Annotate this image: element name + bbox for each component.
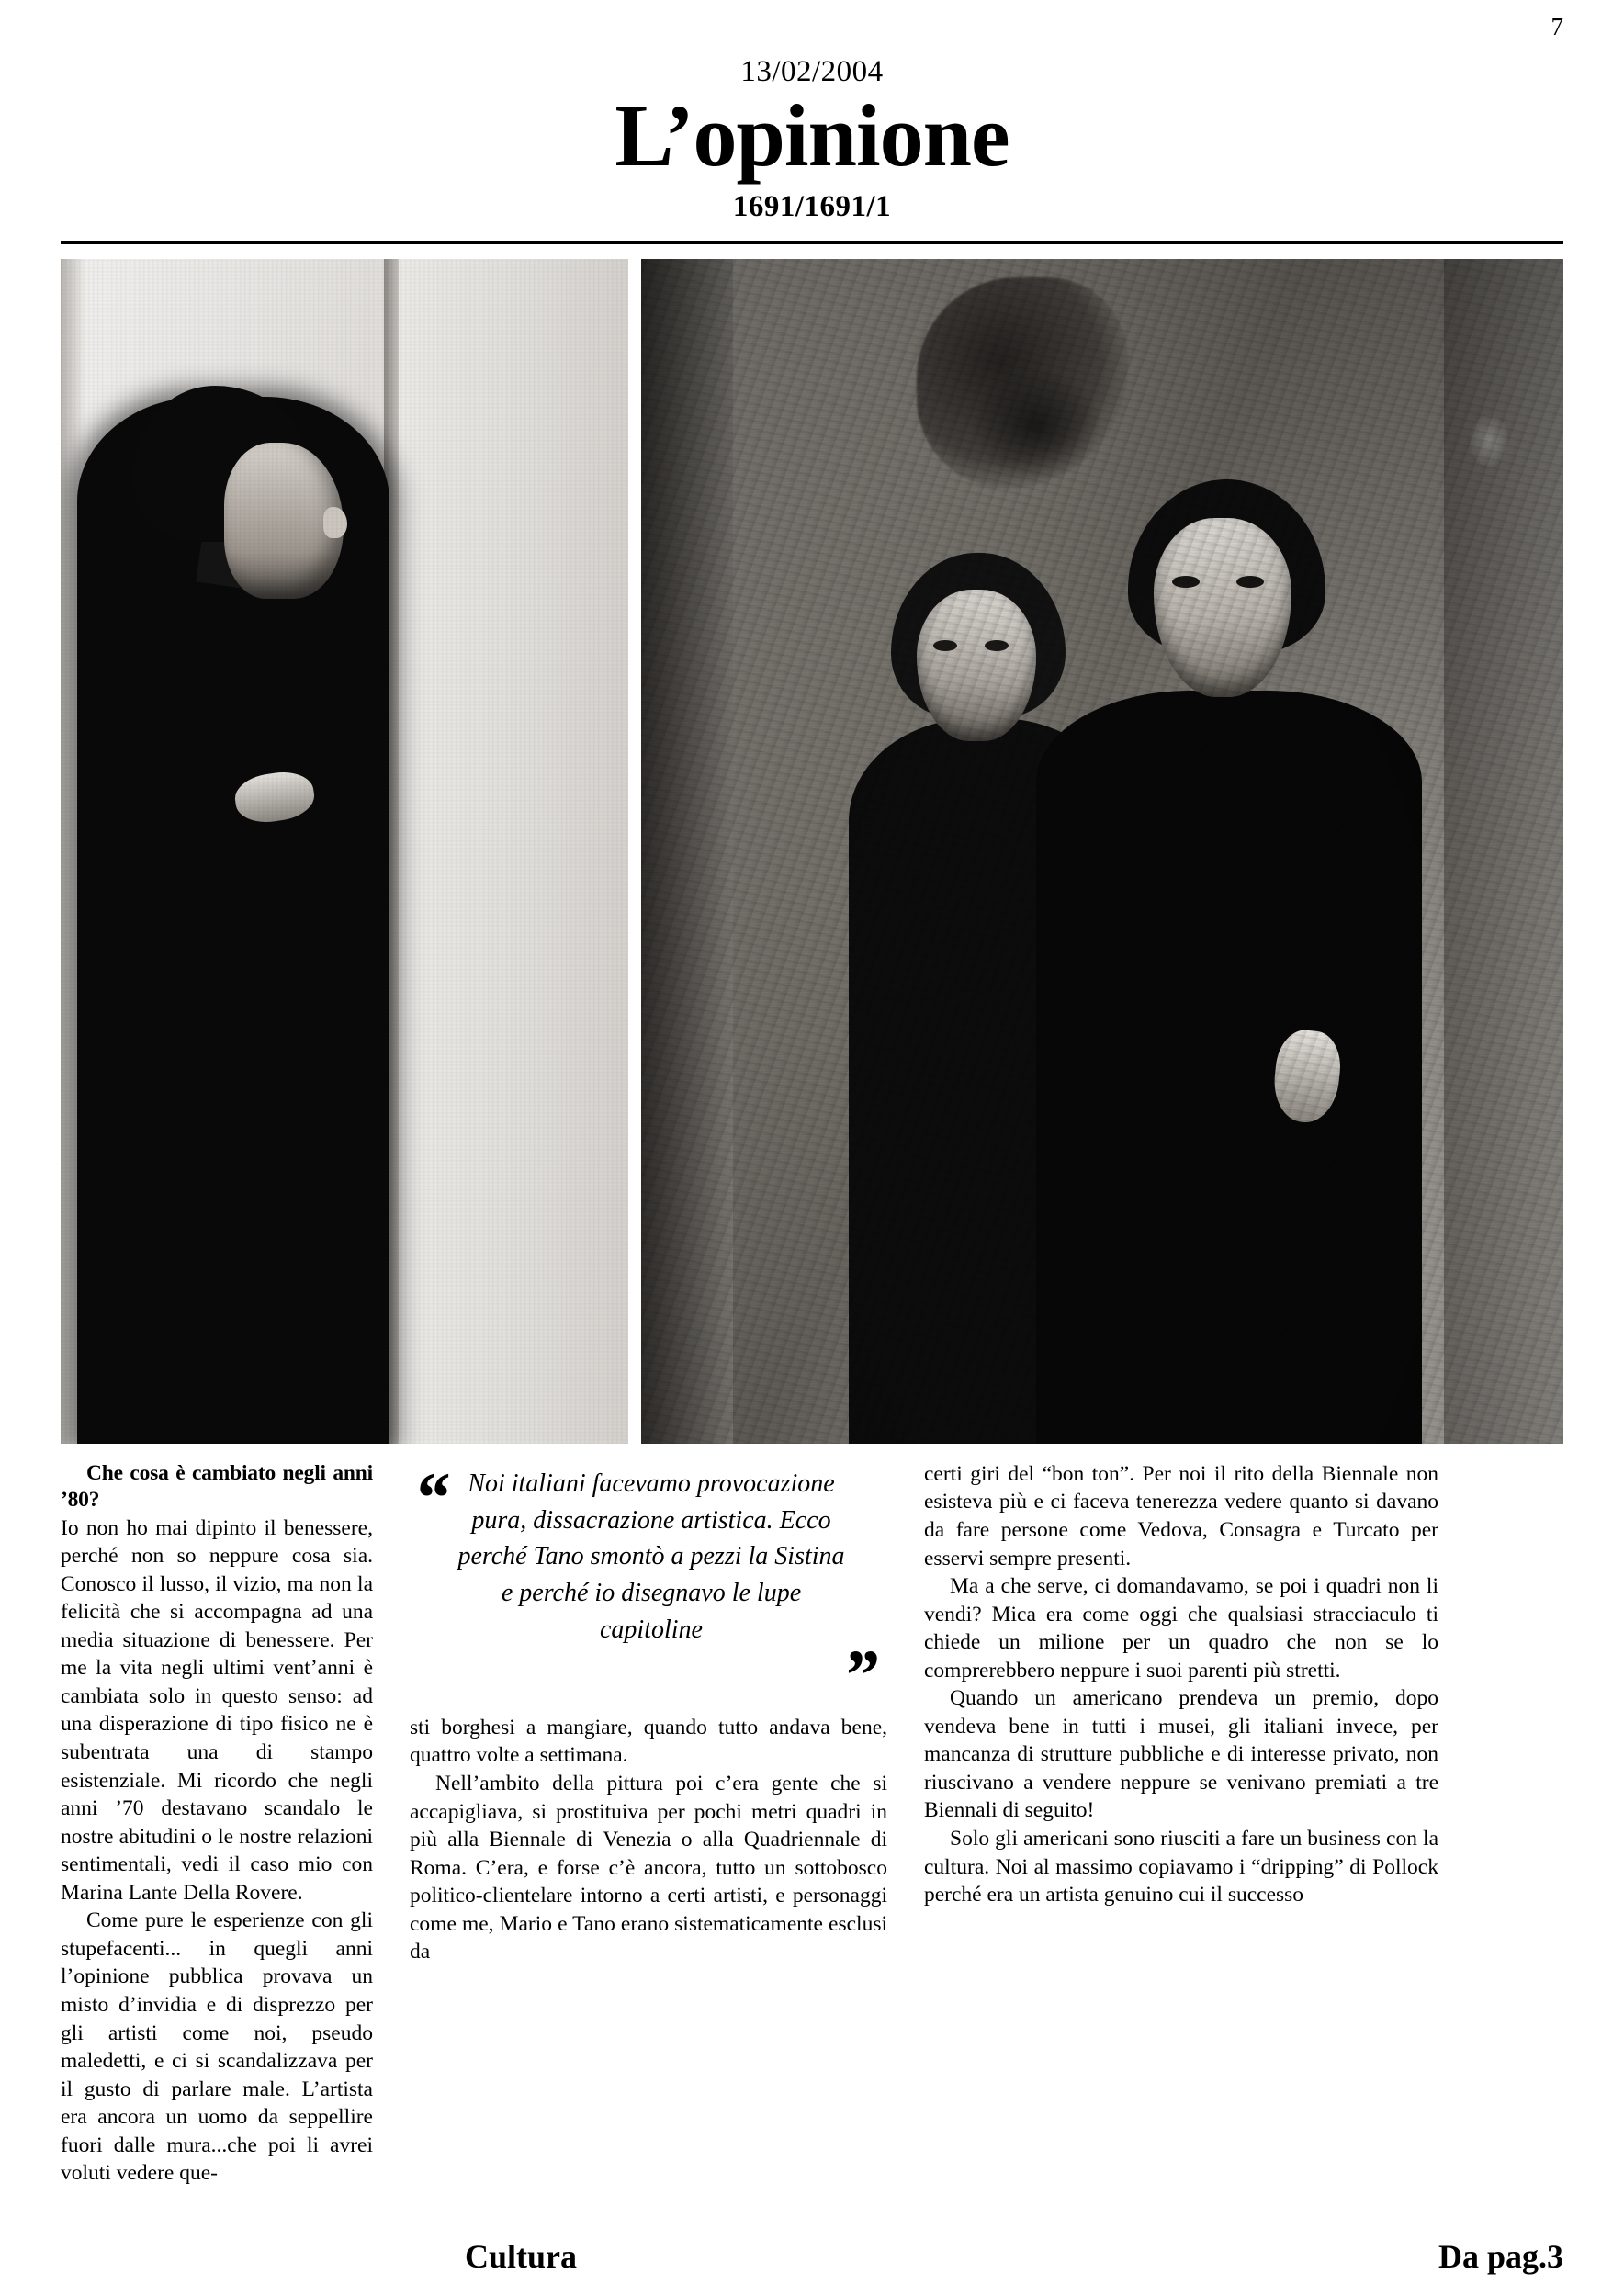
- quote-close-mark: ”: [842, 1635, 878, 1716]
- header-divider: [61, 241, 1563, 244]
- publication-date: 13/02/2004: [740, 55, 884, 88]
- photo-block: [61, 259, 1563, 1444]
- photo-man-dark-coat: [61, 259, 628, 1444]
- quote-open-mark: “: [413, 1457, 449, 1537]
- page-number: 7: [1551, 13, 1563, 40]
- paragraph: Come pure le esperienze con gli stupefacenti... in quegli anni l’opinione pubblica provava un misto d’invidia e di disprezzo per gli artisti come noi, pseudo maledetti, e ci si scandalizzava per il gusto di parlare male. L’artista era ancora un uomo da seppellire fuori dalle mura...che poi li avrei voluti vedere que-: [61, 1908, 373, 2186]
- column-middle: [410, 1457, 887, 2188]
- reference-code: 1691/1691/1: [732, 189, 892, 223]
- article-columns: [61, 1457, 1563, 2188]
- section-label: Cultura: [465, 2238, 578, 2275]
- paragraph: Solo gli americani sono riusciti a fare un business con la cultura. Noi al massimo copiavamo i “dripping” di Pollock perché era un artista genuino cui il successo: [924, 1827, 1438, 1908]
- photo-right-vignette: [641, 259, 1563, 1444]
- paragraph: sti borghesi a mangiare, quando tutto andava bene, quattro volte a settimana.: [410, 1715, 887, 1768]
- photo-left-grain: [61, 259, 628, 1444]
- question-headline: Che cosa è cambiato negli anni ’80?: [61, 1460, 373, 1513]
- paragraph: Nell’ambito della pittura poi c’era gente che si accapigliava, si prostituiva per pochi metri quadri in più alla Biennale di Venezia o alla Quadriennale di Roma. C’era, e forse c’è ancora, tutto un sottobosco politico-clientelare intorno a certi artisti, e personaggi come me, Mario e Tano erano sistematicamente esclusi da: [410, 1772, 887, 1964]
- column-right: [924, 1460, 1438, 2188]
- masthead: [61, 0, 1563, 224]
- page-title: L’opinione: [615, 86, 1009, 185]
- paragraph: certi giri del “bon ton”. Per noi il rito della Biennale non esisteva più e ci faceva tenerezza vedere quanto si davano da fare persone come Vedova, Consagra e Turcato per esservi sempre presenti.: [924, 1461, 1438, 1570]
- paragraph: Quando un americano prendeva un premio, dopo vendeva bene in tutti i musei, gli italiani invece, per mancanza di strutture pubbliche e di interesse privato, non riuscivano a vendere neppure se venivano premiati a tre Biennali di seguito!: [924, 1686, 1438, 1823]
- paragraph: Ma a che serve, ci domandavamo, se poi i quadri non li vendi? Mica era come oggi che qualsiasi stracciaculo ti chiede un milione per un quadro che non se lo comprerebbero neppure i suoi parenti più stretti.: [924, 1574, 1438, 1683]
- pull-quote-text: Noi italiani facevamo provocazione pura, dissacrazione artistica. Ecco perché Tano smontò a pezzi la Sistina e perché io disegnavo le lupe capitoline: [457, 1469, 845, 1644]
- column-left: [61, 1460, 373, 2188]
- page-footer: [61, 2237, 1563, 2276]
- paragraph: Io non ho mai dipinto il benessere, perché non so neppure cosa sia. Conosco il lusso, il vizio, ma non la felicità che si accompagna ad una media situazione di benessere. Per me la vita negli ultimi vent’anni è cambiata solo in questo senso: ad una disperazione di tipo fisico ne è subentrata una di stampo esistenziale. Mi ricordo che negli anni ’70 destavano scandalo le nostre abitudini o le nostre relazioni sentimentali, vedi il caso mio con Marina Lante Della Rovere.: [61, 1515, 373, 1905]
- pull-quote: [410, 1457, 887, 1716]
- continuation-label: Da pag.3: [1438, 2238, 1563, 2275]
- photo-two-men-textured-wall: [641, 259, 1563, 1444]
